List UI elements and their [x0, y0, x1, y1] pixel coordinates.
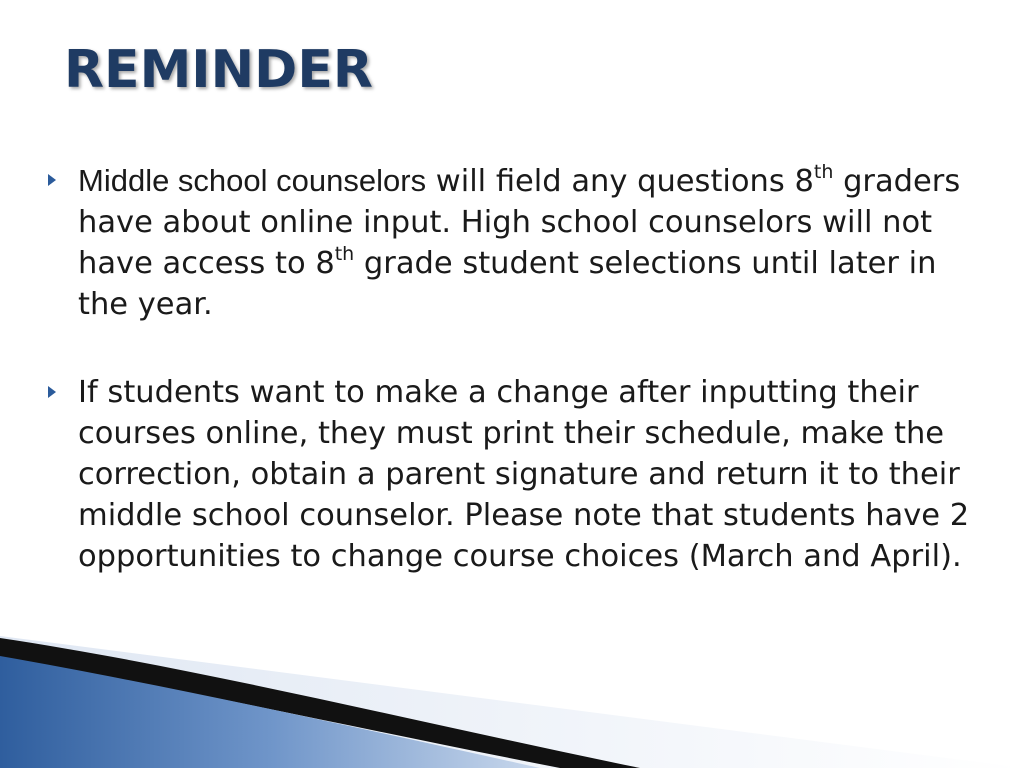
bullet-item-counselors	[46, 160, 976, 325]
triangle-right-icon	[48, 174, 56, 186]
swoosh-dark-band	[0, 638, 640, 768]
bullet-item-changes	[46, 372, 976, 577]
decorative-swoosh	[0, 628, 1024, 768]
bullet-text-part: graders have about online input. High school counselors will not have access to 8	[78, 164, 961, 281]
triangle-right-icon	[48, 386, 56, 398]
bullet-bold-lead: Middle school counselors	[78, 163, 427, 198]
bullet-text: If students want to make a change after inputting their courses online, they must print their schedule, make the correction, obtain a parent signature and return it to their middle school counselor. Please note that students have 2 opportunities to change course choices (March and April).	[78, 375, 970, 574]
swoosh-pale-band	[0, 636, 1024, 768]
bullet-list	[46, 160, 976, 624]
bullet-text-part: grade student selections until later in the year.	[78, 246, 937, 322]
ordinal-suffix: th	[334, 242, 355, 265]
ordinal-suffix: th	[813, 160, 834, 183]
slide-title: REMINDER	[64, 40, 373, 100]
bullet-text-part: will field any questions 8	[426, 164, 814, 199]
swoosh-blue-band	[0, 656, 540, 768]
